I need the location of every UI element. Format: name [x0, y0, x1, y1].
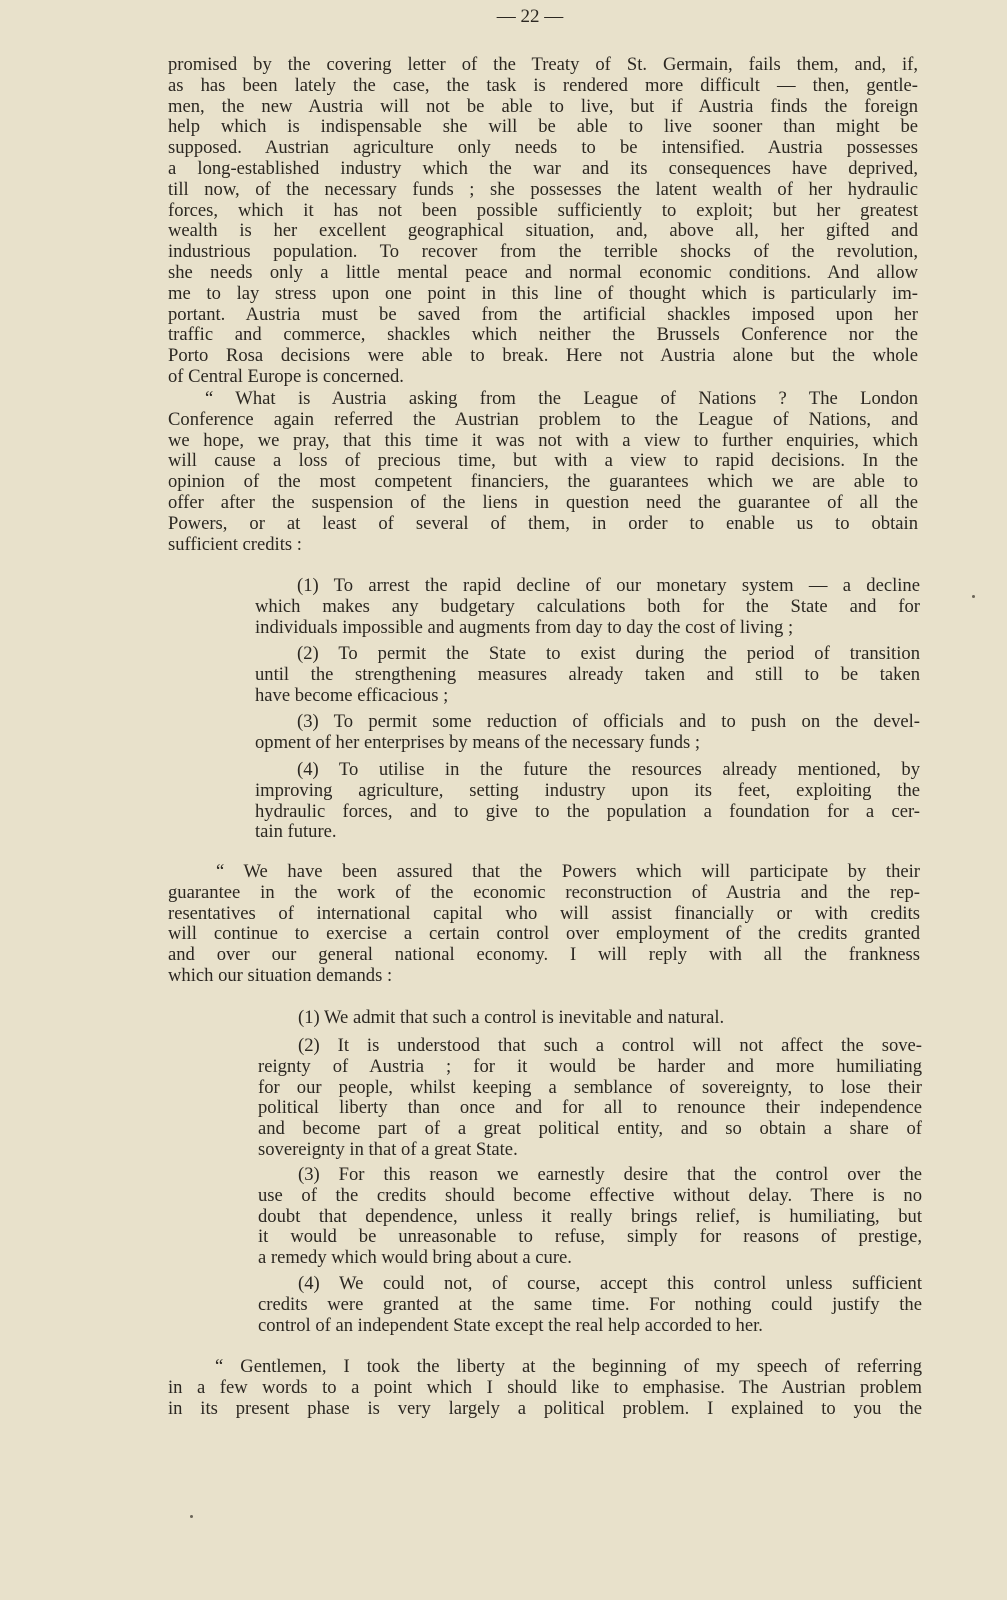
text-line: industrious population. To recover from the terrible shocks of the revolution, [168, 241, 918, 263]
para-2 [168, 389, 918, 555]
list-2-item-3 [258, 1165, 922, 1269]
text-line: opinion of the most competent financiers, the guarantees which we are able to [168, 471, 918, 493]
text-line: guarantee in the work of the economic reconstruction of Austria and the rep- [168, 881, 920, 903]
para-1 [168, 55, 918, 388]
text-line: opment of her enterprises by means of the necessary funds ; [255, 731, 701, 753]
text-line: of Central Europe is concerned. [168, 365, 404, 387]
list-1-item-4 [255, 760, 920, 843]
text-line: reignty of Austria ; for it would be harder and more humiliating [258, 1055, 922, 1077]
text-line: will continue to exercise a certain control over employment of the credits granted [168, 923, 920, 945]
text-line: traffic and commerce, shackles which neither the Brussels Conference nor the [168, 324, 918, 346]
para-4 [168, 1357, 922, 1419]
text-line: in a few words to a point which I should like to emphasise. The Austrian problem [168, 1376, 922, 1398]
text-line: me to lay stress upon one point in this line of thought which is particularly im- [168, 282, 918, 304]
text-line: and become part of a great political entity, and so obtain a share of [258, 1118, 922, 1140]
list-2-item-2 [258, 1036, 922, 1161]
text-line: she needs only a little mental peace and normal economic conditions. And allow [168, 261, 918, 283]
page-number: — 22 — [496, 6, 564, 27]
text-line: individuals impossible and augments from day to day the cost of living ; [255, 616, 794, 638]
text-line: sufficient credits : [168, 533, 302, 555]
scan-speck [190, 1515, 193, 1518]
scan-speck [972, 595, 975, 598]
text-line: a remedy which would bring about a cure. [258, 1247, 572, 1269]
text-line: which makes any budgetary calculations both for the State and for [255, 595, 920, 617]
text-line: “ Gentlemen, I took the liberty at the beginning of my speech of referring [215, 1356, 922, 1377]
text-line: hydraulic forces, and to give to the population a foundation for a cer- [255, 800, 920, 822]
text-line: it would be unreasonable to refuse, simply for reasons of prestige, [258, 1226, 922, 1248]
text-line: “ We have been assured that the Powers which will participate by their [216, 861, 920, 882]
text-line: Porto Rosa decisions were able to break. Here not Austria alone but the whole [168, 345, 918, 367]
text-line: credits were granted at the same time. For nothing could justify the [258, 1293, 922, 1315]
text-line: men, the new Austria will not be able to live, but if Austria finds the foreign [168, 95, 918, 117]
text-line: (2) To permit the State to exist during the period of transition [297, 643, 920, 664]
text-line: (1) We admit that such a control is inevitable and natural. [298, 1007, 725, 1028]
text-line: political liberty than once and for all to renounce their independence [258, 1097, 922, 1119]
text-line: (4) To utilise in the future the resources already mentioned, by [297, 759, 920, 780]
text-line: doubt that dependence, unless it really brings relief, is humiliating, but [258, 1205, 922, 1227]
list-2-item-4 [258, 1274, 922, 1336]
text-line: control of an independent State except the real help accorded to her. [258, 1314, 763, 1336]
text-line: (2) It is understood that such a control will not affect the sove- [298, 1035, 922, 1056]
list-1-item-3 [255, 712, 920, 754]
list-2-item-1 [258, 1008, 922, 1029]
text-line: will cause a loss of precious time, but with a view to rapid decisions. In the [168, 450, 918, 472]
text-line: “ What is Austria asking from the League of Nations ? The London [205, 388, 918, 409]
text-line: wealth is her excellent geographical situation, and, above all, her gifted and [168, 220, 918, 242]
text-line: sovereignty in that of a great State. [258, 1138, 518, 1160]
text-line: help which is indispensable she will be able to live sooner than might be [168, 116, 918, 138]
text-line: have become efficacious ; [255, 684, 449, 706]
text-line: (3) For this reason we earnestly desire that the control over the [298, 1164, 922, 1185]
text-line: resentatives of international capital who will assist financially or with credits [168, 902, 920, 924]
text-line: till now, of the necessary funds ; she possesses the latent wealth of her hydraulic [168, 178, 918, 200]
text-line: a long-established industry which the war and its consequences have deprived, [168, 157, 918, 179]
text-line: improving agriculture, setting industry upon its feet, exploiting the [255, 779, 920, 801]
text-line: supposed. Austrian agriculture only needs to be intensified. Austria possesses [168, 137, 918, 159]
text-line: promised by the covering letter of the Treaty of St. Germain, fails them, and, if, [168, 54, 918, 75]
text-line: (3) To permit some reduction of officials and to push on the devel- [297, 711, 920, 732]
text-line: until the strengthening measures already taken and still to be taken [255, 663, 920, 685]
text-line: in its present phase is very largely a political problem. I explained to you the [168, 1397, 922, 1419]
text-line: portant. Austria must be saved from the artificial shackles imposed upon her [168, 303, 918, 325]
list-1-item-1 [255, 576, 920, 638]
text-line: offer after the suspension of the liens in question need the guarantee of all the [168, 491, 918, 513]
text-line: (1) To arrest the rapid decline of our monetary system — a decline [297, 575, 920, 596]
text-line: Conference again referred the Austrian problem to the League of Nations, and [168, 408, 918, 430]
text-line: as has been lately the case, the task is rendered more difficult — then, gentle- [168, 74, 918, 96]
text-line: which our situation demands : [168, 964, 393, 986]
para-3 [168, 862, 920, 987]
text-line: Powers, or at least of several of them, in order to enable us to obtain [168, 512, 918, 534]
text-line: for our people, whilst keeping a semblance of sovereignty, to lose their [258, 1076, 922, 1098]
text-line: forces, which it has not been possible sufficiently to exploit; but her greatest [168, 199, 918, 221]
text-line: use of the credits should become effective without delay. There is no [258, 1184, 922, 1206]
text-line: and over our general national economy. I will reply with all the frankness [168, 944, 920, 966]
text-line: (4) We could not, of course, accept this control unless sufficient [298, 1273, 922, 1294]
list-1-item-2 [255, 644, 920, 706]
text-line: tain future. [255, 821, 337, 843]
text-line: we hope, we pray, that this time it was not with a view to further enquiries, which [168, 429, 918, 451]
